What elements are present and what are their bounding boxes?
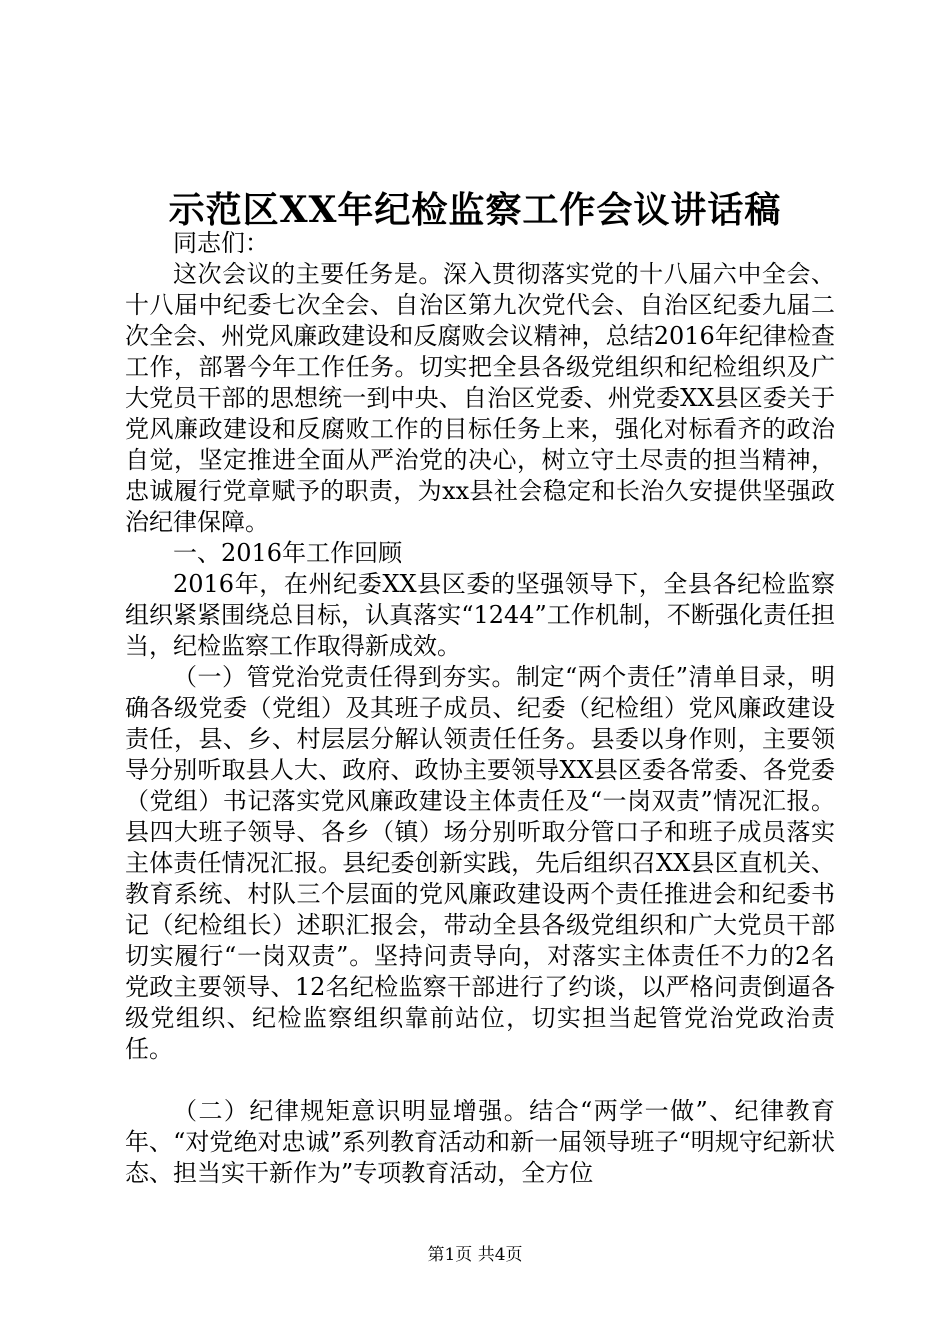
- page-number-footer: 第1页 共4页: [427, 1245, 523, 1265]
- subsection-2-paragraph: （二）纪律规矩意识明显增强。结合“两学一做”、纪律教育年、“对党绝对忠诚”系列教育活动和新一届领导班子“明规守纪新状态、担当实干新作为”专项教育活动，全方位: [125, 1097, 835, 1187]
- section-heading: 一、2016年工作回顾: [173, 539, 403, 567]
- document-body: [125, 228, 835, 1189]
- salutation-paragraph: 同志们：: [173, 229, 269, 257]
- subsection-1-paragraph: （一）管党治党责任得到夯实。制定“两个责任”清单目录，明确各级党委（党组）及其班子成员、纪委（纪检组）党风廉政建设责任，县、乡、村层层分解认领责任任务。县委以身作则，主要领导分别听取县人大、政府、政协主要领导XX县区委各常委、各党委（党组）书记落实党风廉政建设主体责任及“一岗双责”情况汇报。县四大班子领导、各乡（镇）场分别听取分管口子和班子成员落实主体责任情况汇报。县纪委创新实践，先后组织召XX县区直机关、教育系统、村队三个层面的党风廉政建设两个责任推进会和纪委书记（纪检组长）述职汇报会，带动全县各级党组织和广大党员干部切实履行“一岗双责”。坚持问责导向，对落实主体责任不力的2名党政主要领导、12名纪检监察干部进行了约谈，以严格问责倒逼各级党组织、纪检监察组织靠前站位，切实担当起管党治党政治责任。: [125, 663, 835, 1063]
- intro-paragraph: 这次会议的主要任务是。深入贯彻落实党的十八届六中全会、十八届中纪委七次全会、自治区第九次党代会、自治区纪委九届二次全会、州党风廉政建设和反腐败会议精神，总结2016年纪律检查工作，部署今年工作任务。切实把全县各级党组织和纪检组织及广大党员干部的思想统一到中央、自治区党委、州党委XX县区委关于党风廉政建设和反腐败工作的目标任务上来，强化对标看齐的政治自觉，坚定推进全面从严治党的决心，树立守土尽责的担当精神，忠诚履行党章赋予的职责，为xx县社会稳定和长治久安提供坚强政治纪律保障。: [125, 260, 835, 536]
- review-paragraph: 2016年，在州纪委XX县区委的坚强领导下，全县各纪检监察组织紧紧围绕总目标，认真落实“1244”工作机制，不断强化责任担当，纪检监察工作取得新成效。: [125, 570, 835, 660]
- document-title: 示范区XX年纪检监察工作会议讲话稿: [168, 189, 782, 231]
